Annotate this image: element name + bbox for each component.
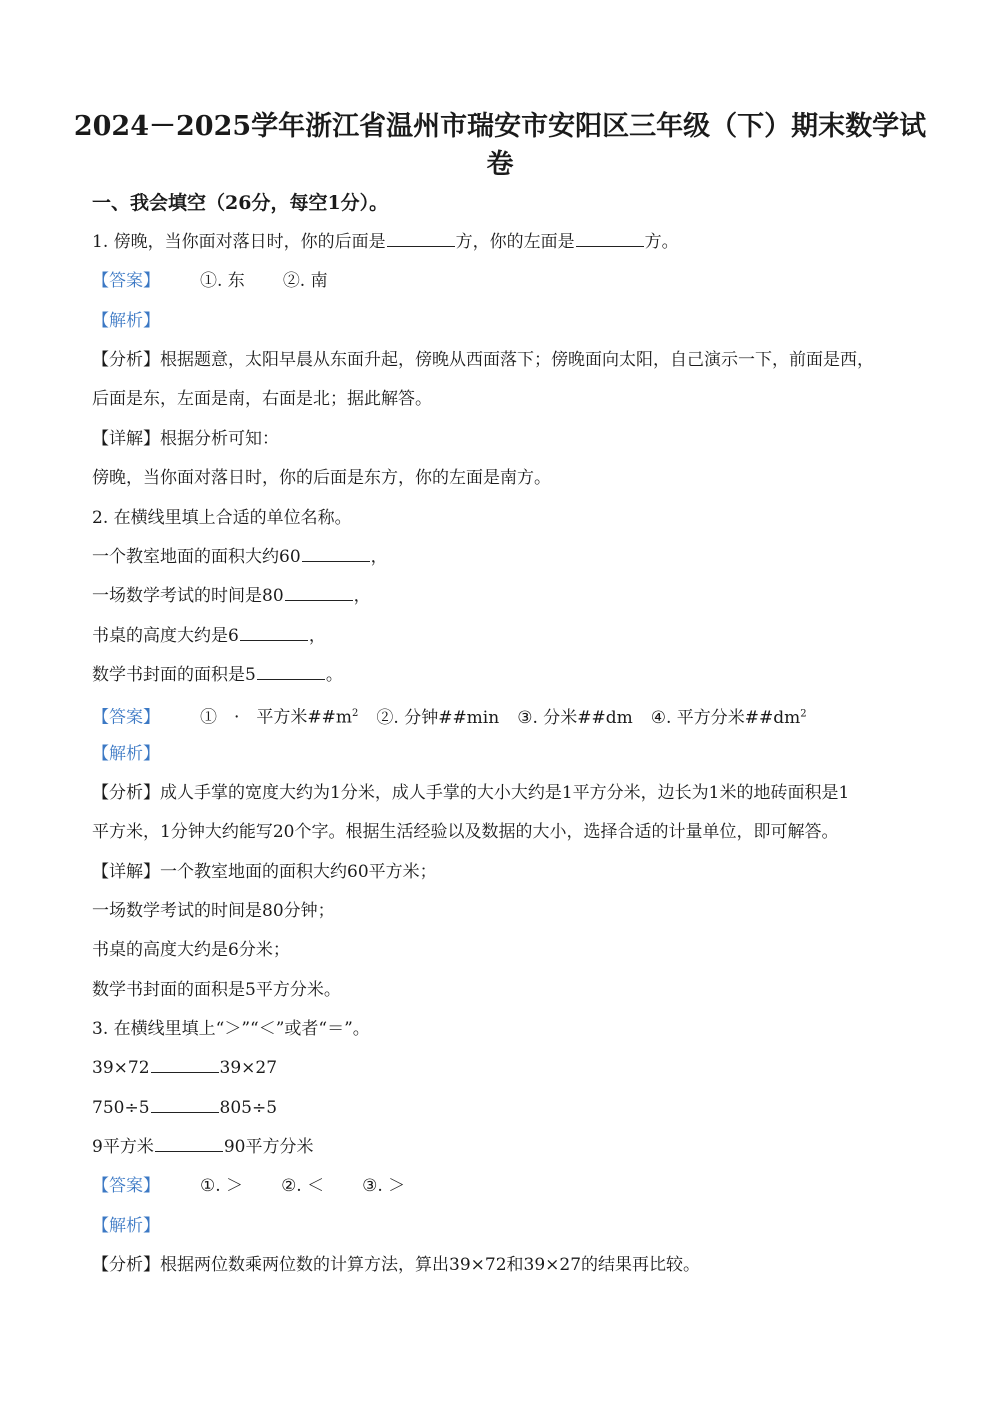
q1-fenxi-2: 后面是东，左面是南，右面是北；据此解答。 xyxy=(92,389,432,409)
q1-answer-2: ②. 南 xyxy=(282,271,328,291)
q3-answer xyxy=(92,1173,922,1199)
q1-stem-b: 方，你的左面是 xyxy=(455,232,575,252)
q3-item-1-left: 39×72 xyxy=(92,1058,150,1078)
q3-item-2 xyxy=(92,1095,922,1121)
q2-analysis-tag: 【解析】 xyxy=(92,744,160,764)
blank xyxy=(302,547,370,562)
q2-detail-4: 数学书封面的面积是5平方分米。 xyxy=(92,980,341,1000)
q2-answer xyxy=(92,701,922,731)
q3-item-3-right: 90平方分米 xyxy=(223,1137,314,1157)
q2-item-4 xyxy=(92,662,922,688)
blank xyxy=(576,232,644,247)
q3-item-2-right: 805÷5 xyxy=(219,1098,278,1118)
q2-item-3-text: 书桌的高度大约是6 xyxy=(92,626,239,646)
q1-xiangjie: 【详解】根据分析可知： xyxy=(92,429,279,449)
blank xyxy=(155,1137,223,1152)
q1-answer-1: ①. 东 xyxy=(200,271,245,291)
answer-tag: 【答案】 xyxy=(92,271,160,291)
q2-detail-3: 书桌的高度大约是6分米； xyxy=(92,940,290,960)
q3-item-2-left: 750÷5 xyxy=(92,1098,150,1118)
q3-analysis-tag: 【解析】 xyxy=(92,1216,160,1236)
blank xyxy=(151,1098,219,1113)
blank xyxy=(151,1058,219,1073)
q2-item-1 xyxy=(92,544,922,570)
blank xyxy=(257,665,325,680)
blank xyxy=(240,626,308,641)
blank xyxy=(285,586,353,601)
question-2: 2. 在横线里填上合适的单位名称。 xyxy=(92,508,352,528)
q2-item-4-text: 数学书封面的面积是5 xyxy=(92,665,256,685)
q2-detail-1: 【详解】一个教室地面的面积大约60平方米； xyxy=(92,862,437,882)
q3-item-1-right: 39×27 xyxy=(219,1058,278,1078)
q2-answer-3: ③. 分米##dm xyxy=(517,707,633,728)
q2-answer-2: ②. 分钟##min xyxy=(376,707,500,728)
question-1 xyxy=(92,229,922,255)
q1-analysis-tag: 【解析】 xyxy=(92,311,160,331)
q1-stem-c: 方。 xyxy=(644,232,679,252)
q2-answer-1 xyxy=(200,701,358,731)
answer-tag: 【答案】 xyxy=(92,1176,160,1196)
q2-item-2 xyxy=(92,583,922,609)
q3-item-3-left: 9平方米 xyxy=(92,1137,154,1157)
doc-title: 2024－2025学年浙江省温州市瑞安市安阳区三年级（下）期末数学试 xyxy=(73,111,927,142)
q2-item-3-punct: ， xyxy=(308,626,326,646)
q1-fenxi-1: 【分析】根据题意，太阳早晨从东面升起，傍晚从西面落下；傍晚面向太阳，自己演示一下，前面是西， xyxy=(92,350,874,370)
q2-answer-1-text: ① · 平方米##m xyxy=(200,707,353,728)
q3-item-3 xyxy=(92,1134,922,1160)
blank xyxy=(387,232,455,247)
q3-item-1 xyxy=(92,1055,922,1081)
q1-answer xyxy=(92,268,922,294)
q2-detail-2: 一场数学考试的时间是80分钟； xyxy=(92,901,335,921)
q3-answer-3: ③. ＞ xyxy=(362,1176,406,1196)
q2-item-4-punct: 。 xyxy=(325,665,343,685)
q1-detail: 傍晚，当你面对落日时，你的后面是东方，你的左面是南方。 xyxy=(92,468,551,488)
q3-answer-2: ②. ＜ xyxy=(281,1176,325,1196)
q3-answer-1: ①. ＞ xyxy=(200,1176,244,1196)
q2-item-3 xyxy=(92,623,922,649)
q2-answer-4 xyxy=(651,708,807,728)
q2-answer-4-text: ④. 平方分米##dm xyxy=(650,707,801,728)
superscript: 2 xyxy=(352,708,359,719)
question-3: 3. 在横线里填上“＞”“＜”或者“＝”。 xyxy=(92,1019,370,1039)
q3-fenxi: 【分析】根据两位数乘两位数的计算方法，算出39×72和39×27的结果再比较。 xyxy=(92,1255,701,1275)
section-heading: 一、我会填空（26分，每空1分）。 xyxy=(92,192,389,214)
q2-fenxi-1: 【分析】成人手掌的宽度大约为1分米，成人手掌的大小大约是1平方分米，边长为1米的地砖面积是1 xyxy=(92,783,850,803)
q2-item-1-punct: ， xyxy=(370,547,388,567)
superscript: 2 xyxy=(800,708,807,719)
q2-item-2-punct: ， xyxy=(353,586,371,606)
q2-fenxi-2: 平方米，1分钟大约能写20个字。根据生活经验以及数据的大小，选择合适的计量单位，即可解答。 xyxy=(92,822,839,842)
doc-title-cont: 卷 xyxy=(486,149,514,180)
q2-item-1-text: 一个教室地面的面积大约60 xyxy=(92,547,301,567)
q1-stem-a: 1. 傍晚，当你面对落日时，你的后面是 xyxy=(92,232,386,252)
answer-tag: 【答案】 xyxy=(92,707,160,728)
q2-item-2-text: 一场数学考试的时间是80 xyxy=(92,586,284,606)
